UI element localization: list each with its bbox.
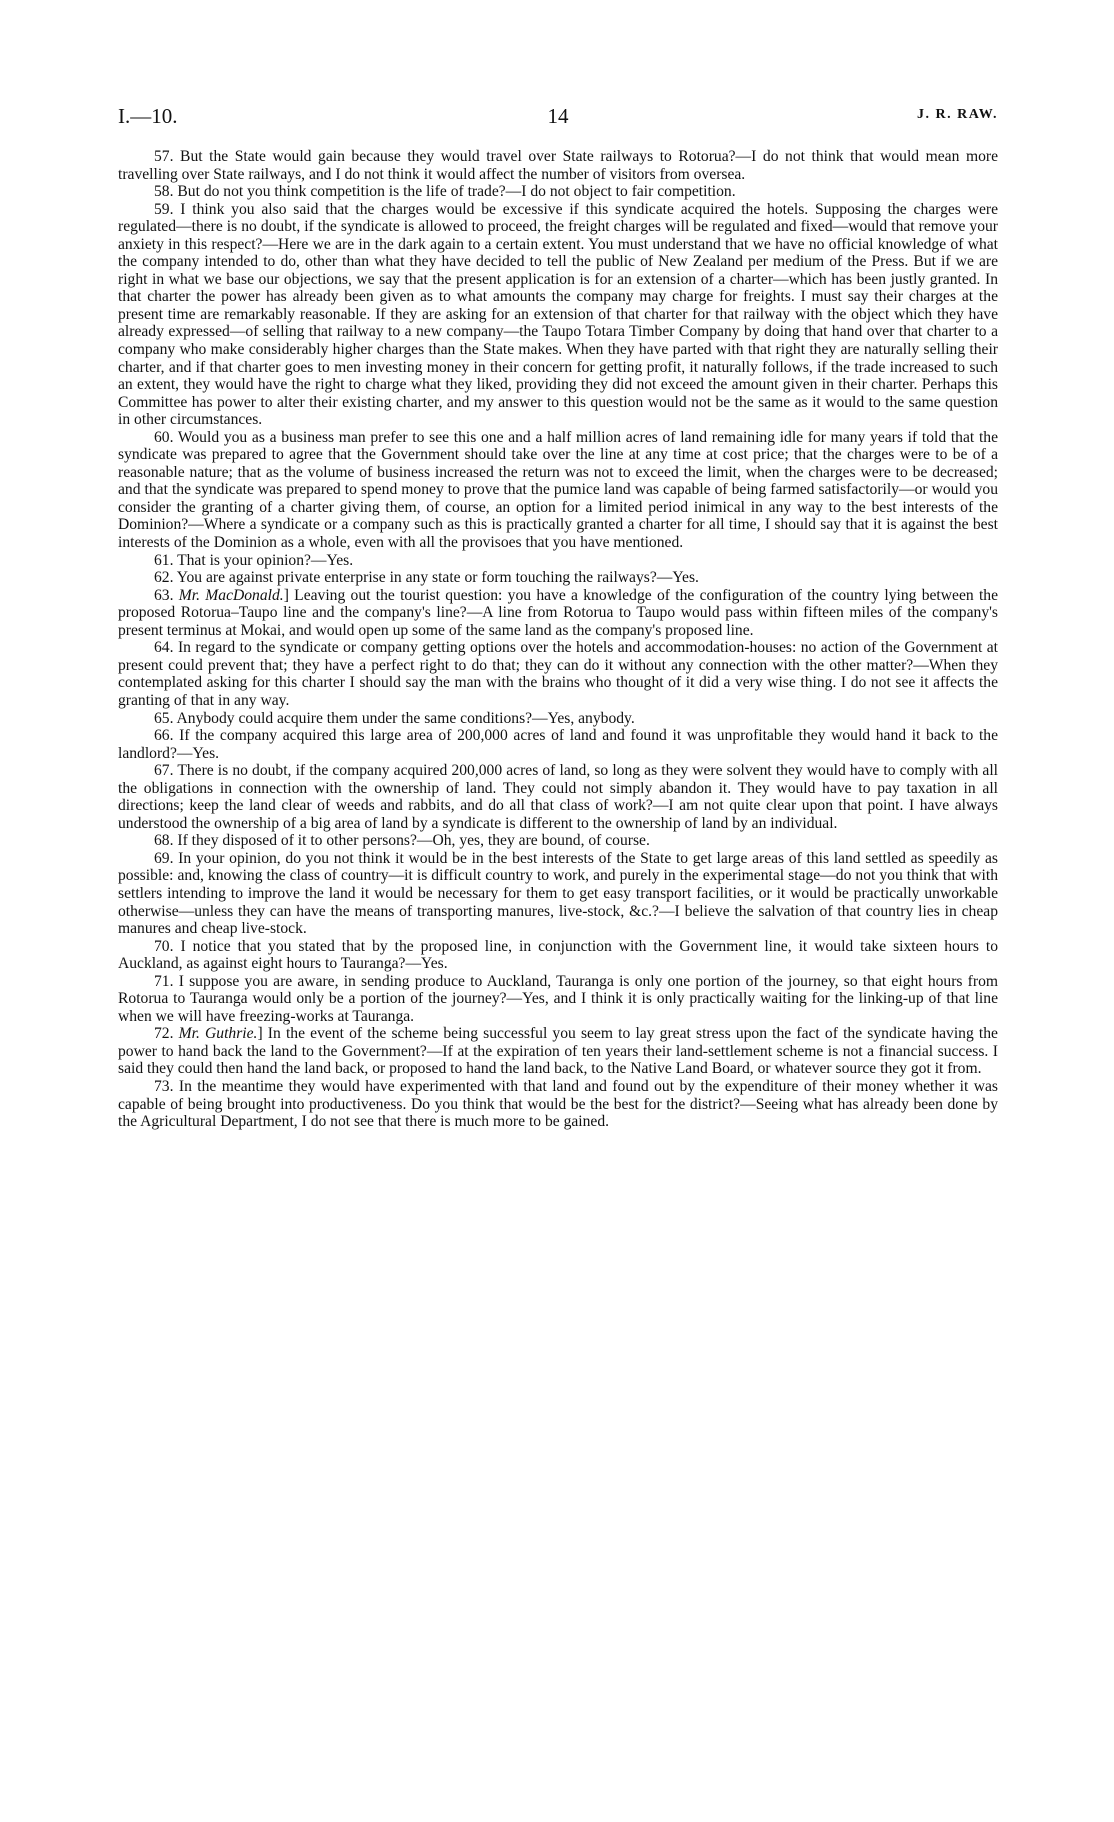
question-number: 72. [154, 1025, 179, 1043]
speaker-name: Mr. Guthrie. [178, 1025, 258, 1043]
question-60: 60. Would you as a business man prefer to see this one and a half million acres of land remaining idle for many years if told that the syndicate was prepared to agree that the Government should take over the line at any time at cost price; that the charges were to be of a reasonable nature; that as the volume of business increased the return was not to exceed the limit, when the charges were to be decreased; and that the syndicate was prepared to spend money to prove that the pumice land was capable of being farmed satisfactorily—or would you consider the granting of a charter giving them, of course, an option for a limited period inimical in any way to the best interests of the Dominion?—Where a syndicate or a company such as this is practically granted a charter for all time, I should say that it is against the best interests of the Dominion as a whole, even with all the provisoes that you have mentioned. [118, 428, 998, 552]
page-header [118, 104, 998, 130]
page-number: 14 [547, 104, 569, 128]
question-58: 58. But do not you think competition is the life of trade?—I do not object to fair competition. [154, 183, 736, 201]
question-65: 65. Anybody could acquire them under the same conditions?—Yes, anybody. [154, 709, 635, 727]
question-text: ] In the event of the scheme being successful you seem to lay great stress upon the fact of the syndicate having the power to hand back the land to the Government?—If at the expiration of ten years their land-settlement scheme is not a financial success. I said they could then hand the land back, or proposed to hand the land back, to the Native Land Board, or whatever source they got it from. [118, 1025, 998, 1078]
question-70: 70. I notice that you stated that by the proposed line, in conjunction with the Government line, it would take sixteen hours to Auckland, as against eight hours to Tauranga?—Yes. [118, 937, 998, 973]
question-68: 68. If they disposed of it to other persons?—Oh, yes, they are bound, of course. [154, 832, 650, 850]
question-73: 73. In the meantime they would have experimented with that land and found out by the expenditure of their money whether it was capable of being brought into productiveness. Do you think that would be the best for the district?—Seeing what has already been done by the Agricultural Department, I do not see that there is much more to be gained. [118, 1077, 998, 1131]
question-66: 66. If the company acquired this large area of 200,000 acres of land and found it was unprofitable they would hand it back to the landlord?—Yes. [118, 727, 998, 762]
question-64: 64. In regard to the syndicate or company getting options over the hotels and accommodation-houses: no action of the Government at present could prevent that; they have a perfect right to do that; they can do it without any connection with the other matter?—When they contemplated asking for this charter I should say the man with the brains who thought of it did a very wise thing. I do not see it affects the granting of that in any way. [118, 639, 998, 709]
question-71: 71. I suppose you are aware, in sending produce to Auckland, Tauranga is only one portion of the journey, so that eight hours from Rotorua to Tauranga would only be a portion of the journey?—Yes, and I think it is only practically waiting for the linking-up of that line when we will have freezing-works at Tauranga. [118, 972, 998, 1025]
question-59: 59. I think you also said that the charges would be excessive if this syndicate acquired the hotels. Supposing the charges were regulated—there is no doubt, if the syndicate is allowed to proceed, the freight charges will be regulated and fixed—would that remove your anxiety in this respect?—Here we are in the dark again to a certain extent. You must understand that we have no official knowledge of what the company intended to do, other than what they have decided to tell the public of New Zealand per medium of the Press. But if we are right in what we base our objections, we say that the present application is for an extension of a charter—which has been justly granted. In that charter the power has already been given as to what amounts the company may charge for freights. I must say their charges at the present time are remarkably reasonable. If they are asking for an extension of that charter for that railway with the object which they have already expressed—of selling that railway to a new company—the Taupo Totara Timber Company by doing that hand over that charter to a company who make considerably higher charges than the State makes. When they have parted with that right they are naturally selling their charter, and if that charter goes to men investing money in their concern for getting profit, it naturally follows, if the trade increased to such an extent, they would have the right to charge what they liked, providing they did not exceed the amount given in their charter. Perhaps this Committee has power to alter their existing charter, and my answer to this question would not be the same as it would to the same question in other circumstances. [118, 200, 998, 429]
paper-reference: I.—10. [118, 104, 178, 128]
question-67: 67. There is no doubt, if the company acquired 200,000 acres of land, so long as they were solvent they would have to comply with all the obligations in connection with the ownership of land. They could not simply abandon it. They would have to pay taxation in all directions; keep the land clear of weeds and rabbits, and do all that class of work?—I am not quite clear upon that point. I have always understood the ownership of a big area of land by a syndicate is different to the ownership of land by an individual. [118, 762, 998, 832]
question-61: 61. That is your opinion?—Yes. [154, 551, 354, 569]
question-69: 69. In your opinion, do you not think it would be in the best interests of the State to get large areas of this land settled as speedily as possible: and, knowing the class of country—it is difficult country to work, and purely in the experimental stage—do not you think that with settlers intending to improve the land it would be necessary for them to get easy transport facilities, or it would be practically unworkable otherwise—unless they can have the means of transporting manures, live-stock, &c.?—I believe the salvation of that country lies in cheap manures and cheap live-stock. [118, 849, 998, 938]
witness-name: J. R. RAW. [917, 107, 998, 122]
question-number: 63. [154, 586, 179, 604]
question-63 [118, 587, 998, 640]
evidence-body [118, 148, 998, 1131]
question-62: 62. You are against private enterprise in any state or form touching the railways?—Yes. [154, 569, 699, 587]
question-text: ] Leaving out the tourist question: you have a knowledge of the configuration of the country lying between the proposed Rotorua–Taupo line and the company's line?—A line from Rotorua to Taupo would pass within fifteen miles of the company's present terminus at Mokai, and would open up some of the same land as the company's proposed line. [118, 586, 998, 639]
question-72 [118, 1025, 998, 1078]
speaker-name: Mr. MacDonald. [178, 586, 284, 604]
question-57: 57. But the State would gain because they would travel over State railways to Rotorua?—I do not think that would mean more travelling over State railways, and I do not think it would affect the number of visitors from oversea. [118, 148, 998, 183]
